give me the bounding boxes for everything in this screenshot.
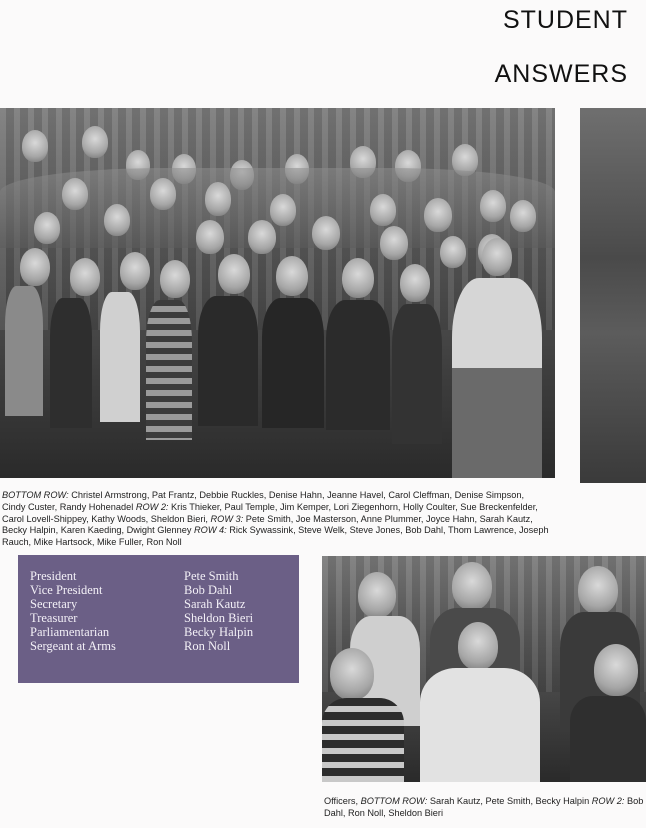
officer-figure <box>458 622 498 670</box>
student-figure <box>146 300 192 440</box>
group-caption <box>2 490 550 549</box>
page-title-line-2: ANSWERS <box>494 60 628 88</box>
officer-figure <box>452 562 492 610</box>
officer-figure <box>330 648 374 700</box>
officers-photo <box>322 556 646 782</box>
student-figure <box>196 220 224 254</box>
caption-row-names: Bob Dahl, Ron Noll, Sheldon Bieri <box>324 796 644 818</box>
officer-title: President <box>30 569 77 583</box>
student-figure <box>326 300 390 430</box>
officer-title: Treasurer <box>30 611 78 625</box>
officer-title: Sergeant at Arms <box>30 639 116 653</box>
student-figure <box>510 200 536 232</box>
student-figure <box>480 190 506 222</box>
student-figure <box>380 226 408 260</box>
student-figure <box>34 212 60 244</box>
student-figure <box>5 286 43 416</box>
officers-box <box>18 555 299 683</box>
caption-row-label: ROW 2: <box>135 501 169 512</box>
student-figure <box>100 292 140 422</box>
student-figure <box>104 204 130 236</box>
officer-figure <box>578 566 618 614</box>
group-photo <box>0 108 555 478</box>
caption-row-names: Rick Sywassink, Steve Welk, Steve Jones, Bob Dahl, Thom Lawrence, Joseph Rauch, Mike Hartsock, Mike Fuller, Ron Noll <box>2 525 549 548</box>
caption-row-label: BOTTOM ROW: <box>2 490 69 500</box>
student-figure <box>120 252 150 290</box>
student-figure <box>270 194 296 226</box>
student-figure <box>312 216 340 250</box>
officer-figure <box>322 698 404 782</box>
student-figure <box>70 258 100 296</box>
student-figure <box>276 256 308 296</box>
student-figure <box>370 194 396 226</box>
student-figure <box>440 236 466 268</box>
officer-name: Pete Smith <box>184 569 239 583</box>
student-figure <box>22 130 48 162</box>
officer-title: Vice President <box>30 583 103 597</box>
caption-row-names: Pete Smith, Joe Masterson, Anne Plummer, Joyce Hahn, Sarah Kautz, Becky Halpin, Karen Kaeding, Dwight Glenney <box>2 513 533 536</box>
officer-title: Parliamentarian <box>30 625 110 639</box>
caption-row-label: ROW 4: <box>194 525 227 536</box>
adjacent-photo-edge <box>580 108 646 483</box>
student-figure <box>424 198 452 232</box>
student-figure <box>400 264 430 302</box>
officers-caption <box>324 796 646 820</box>
caption-prefix: Officers, <box>324 796 361 806</box>
caption-row-names: Christel Armstrong, Pat Frantz, Debbie Ruckles, Denise Hahn, Jeanne Havel, Carol Cleffman, Denise Simpson, Cindy Custer, Randy Hohenadel <box>2 490 525 512</box>
officer-figure <box>420 668 540 782</box>
student-figure <box>482 238 512 276</box>
student-figure <box>20 248 50 286</box>
officer-name: Sarah Kautz <box>184 597 246 611</box>
officer-title: Secretary <box>30 597 78 611</box>
caption-row-label: ROW 2: <box>591 796 625 806</box>
student-figure <box>62 178 88 210</box>
student-figure <box>392 304 442 444</box>
officer-figure <box>594 644 638 696</box>
student-figure <box>248 220 276 254</box>
student-figure <box>342 258 374 298</box>
caption-row-label: BOTTOM ROW: <box>360 796 428 806</box>
officer-name: Sheldon Bieri <box>184 611 254 625</box>
page-title-line-1: STUDENT <box>502 6 628 34</box>
caption-row-names: Sarah Kautz, Pete Smith, Becky Halpin <box>427 796 592 806</box>
officer-figure <box>358 572 396 618</box>
student-figure <box>150 178 176 210</box>
officer-name: Becky Halpin <box>184 625 254 639</box>
student-figure <box>198 296 258 426</box>
student-figure <box>452 278 542 478</box>
student-figure <box>82 126 108 158</box>
officer-name: Bob Dahl <box>184 583 233 597</box>
student-figure <box>262 298 324 428</box>
student-figure <box>218 254 250 294</box>
student-figure <box>160 260 190 298</box>
officer-name: Ron Noll <box>184 639 231 653</box>
student-figure <box>50 298 92 428</box>
officer-figure <box>570 696 646 782</box>
caption-row-names: Kris Thieker, Paul Temple, Jim Kemper, Lori Ziegenhorn, Holly Coulter, Sue Breckenfelder, Carol Lovell-Shippey, Kathy Woods, Sheldon Bieri, <box>2 501 538 524</box>
student-figure <box>205 182 231 216</box>
caption-row-label: ROW 3: <box>210 513 244 524</box>
